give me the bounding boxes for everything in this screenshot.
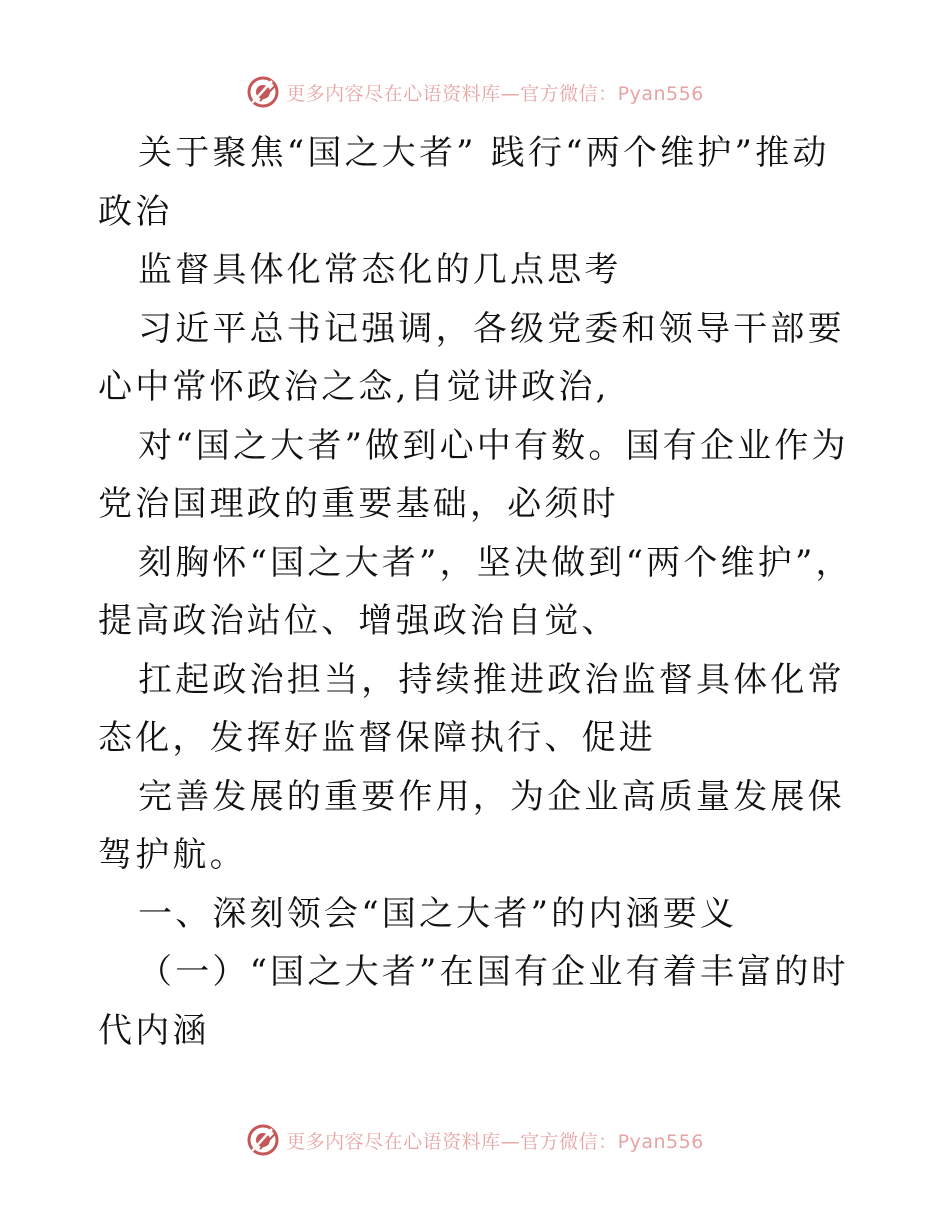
section-heading: 一、深刻领会“国之大者”的内涵要义	[138, 893, 738, 934]
body-paragraph: 刻胸怀“国之大者”，坚决做到“两个维护”，提高政治站位、增强政治自觉、	[98, 542, 853, 641]
document-body	[98, 124, 858, 1060]
body-paragraph: 习近平总书记强调，各级党委和领导干部要心中常怀政治之念,自觉讲政治,	[98, 308, 845, 407]
subsection-heading: （一）“国之大者”在国有企业有着丰富的时代内涵	[98, 952, 849, 1051]
watermark-text: 更多内容尽在心语资料库—官方微信：Pyan556	[286, 1130, 704, 1153]
seal-logo-icon	[246, 75, 280, 109]
doc-title-line-2: 监督具体化常态化的几点思考	[138, 250, 622, 290]
seal-logo-icon	[246, 1123, 280, 1157]
body-paragraph: 对“国之大者”做到心中有数。国有企业作为党治国理政的重要基础，必须时	[98, 425, 849, 524]
watermark-text: 更多内容尽在心语资料库—官方微信：Pyan556	[286, 82, 704, 105]
body-paragraph: 完善发展的重要作用，为企业高质量发展保驾护航。	[98, 776, 845, 875]
doc-title-line-1: 关于聚焦“国之大者” 践行“两个维护”推动政治	[98, 133, 830, 232]
footer-watermark	[0, 1120, 950, 1160]
header-watermark	[0, 72, 950, 112]
body-paragraph: 扛起政治担当，持续推进政治监督具体化常态化，发挥好监督保障执行、促进	[98, 659, 845, 758]
